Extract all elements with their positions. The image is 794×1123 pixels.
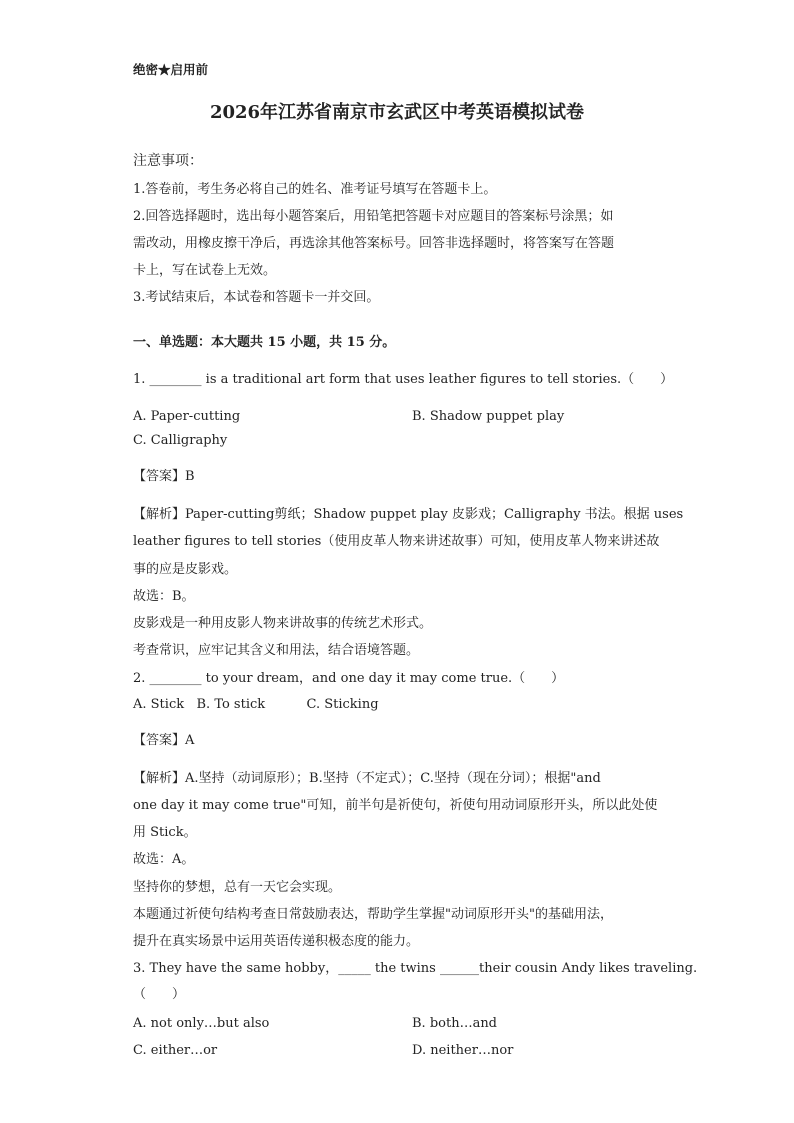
question-stem: 1. ________ is a traditional art form that uses leather figures to tell stories.（ ） (133, 372, 674, 387)
option-c: C. Calligraphy (133, 433, 228, 448)
secret-label: 绝密★启用前 (133, 62, 209, 77)
analysis-text: 坚持你的梦想，总有一天它会实现。 (133, 880, 342, 895)
options-line: A. Stick B. To stick C. Sticking (133, 697, 379, 712)
option-d: D. neither…nor (412, 1043, 514, 1058)
option-c: C. either…or (133, 1043, 218, 1058)
notice-item: 3.考试结束后，本试卷和答题卡一并交回。 (133, 290, 380, 305)
question-stem: 3. They have the same hobby，_____ the twins ______their cousin Andy likes traveling. (133, 961, 698, 976)
analysis-text: Paper-cutting剪纸；Shadow puppet play 皮影戏；Calligraphy 书法。根据 uses (185, 507, 684, 522)
analysis-tag: 【解析】 (133, 771, 186, 786)
notice-item: 2.回答选择题时，选出每小题答案后，用铅笔把答题卡对应题目的答案标号涂黑；如 (133, 209, 614, 224)
analysis-text: 本题通过祈使句结构考查日常鼓励表达，帮助学生掌握"动词原形开头"的基础用法， (133, 907, 613, 922)
analysis-text: 提升在真实场景中运用英语传递积极态度的能力。 (133, 934, 420, 949)
notice-heading: 注意事项： (133, 153, 203, 169)
analysis-text: 故选：A。 (133, 852, 195, 867)
analysis-text: leather figures to tell stories（使用皮革人物来讲述故事）可知，使用皮革人物来讲述故 (133, 534, 660, 549)
analysis-line (133, 506, 683, 524)
answer-line (133, 468, 195, 486)
option-a: A. not only…but also (133, 1016, 270, 1031)
analysis-text: one day it may come true"可知，前半句是祈使句，祈使句用动词原形开头，所以此处使 (133, 798, 658, 813)
answer-tag: 【答案】 (133, 469, 186, 484)
analysis-text: 考查常识，应牢记其含义和用法，结合语境答题。 (133, 643, 420, 658)
section-heading: 一、单选题：本大题共 15 小题，共 15 分。 (133, 335, 396, 350)
option-a: A. Paper-cutting (133, 409, 241, 424)
answer-tag: 【答案】 (133, 733, 186, 748)
question-stem: 2. ________ to your dream，and one day it may come true.（ ） (133, 671, 565, 686)
answer-value: B (185, 469, 195, 484)
analysis-text: 用 Stick。 (133, 825, 197, 840)
analysis-line (133, 770, 601, 788)
analysis-text: A.坚持（动词原形）；B.坚持（不定式）；C.坚持（现在分词）；根据"and (185, 771, 601, 786)
option-b: B. both…and (412, 1016, 498, 1031)
question-stem-cont: （ ） (133, 987, 186, 1002)
notice-item: 1.答卷前，考生务必将自己的姓名、准考证号填写在答题卡上。 (133, 182, 497, 197)
notice-item: 需改动，用橡皮擦干净后，再选涂其他答案标号。回答非选择题时，将答案写在答题 (133, 236, 615, 251)
notice-item: 卡上，写在试卷上无效。 (133, 263, 277, 278)
option-b: B. Shadow puppet play (412, 409, 565, 424)
page-title: 2026年江苏省南京市玄武区中考英语模拟试卷 (209, 102, 585, 123)
answer-line (133, 732, 194, 750)
answer-value: A (185, 733, 195, 748)
analysis-text: 事的应是皮影戏。 (133, 562, 238, 577)
analysis-text: 皮影戏是一种用皮影人物来讲故事的传统艺术形式。 (133, 616, 433, 631)
analysis-tag: 【解析】 (133, 507, 186, 522)
analysis-text: 故选：B。 (133, 589, 195, 604)
